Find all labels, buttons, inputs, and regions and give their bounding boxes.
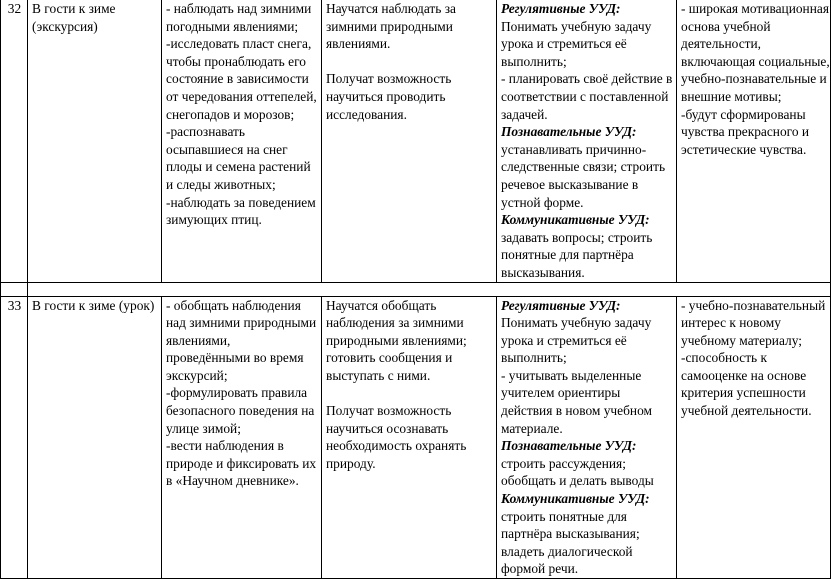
lesson-topic: В гости к зиме (экскурсия) — [28, 0, 162, 282]
personal-line: внешние мотивы; — [681, 88, 782, 104]
goal-item: - наблюдать над зимними погодными явлениями; — [166, 1, 312, 34]
result-learn: Научатся обобщать наблюдения за зимними природными явлениями; готовить сообщения и выступать с ними. — [326, 297, 467, 383]
personal-line: учебному материалу; — [681, 332, 802, 348]
subject-results — [322, 0, 497, 282]
goal-item: - обобщать наблюдения над зимними природными явлениями, проведёнными во время экскурсий; — [166, 297, 317, 383]
communicative-uud-heading: Коммуникативные УУД: — [501, 212, 650, 228]
personal-line: - учебно-познавательный — [681, 297, 826, 313]
personal-line: самооценке на основе — [681, 367, 807, 383]
regulatory-uud-heading: Регулятивные УУД: — [501, 297, 621, 313]
personal-line: учебно-познавательные и — [681, 71, 827, 87]
personal-results — [677, 296, 831, 579]
regulatory-uud-heading: Регулятивные УУД: — [501, 1, 621, 16]
table-row — [1, 296, 831, 579]
communicative-uud-text: задавать вопросы; строить понятные для партнёра высказывания. — [501, 229, 653, 280]
personal-line: эстетические чувства. — [681, 141, 807, 157]
personal-line: критерия успешности — [681, 385, 806, 401]
goal-item: -вести наблюдения в природе и фиксировать их в «Научном дневнике». — [166, 438, 317, 489]
subject-results — [322, 296, 497, 579]
cognitive-uud-heading: Познавательные УУД: — [501, 124, 637, 140]
goal-item: -формулировать правила безопасного поведения на улице зимой; — [166, 385, 315, 436]
lesson-number: 33 — [1, 296, 28, 579]
result-opportunity: Получат возможность научиться проводить исследования. — [326, 71, 452, 122]
cognitive-uud-text: строить рассуждения; обобщать и делать выводы — [501, 455, 654, 489]
uud-cell — [497, 0, 677, 282]
lesson-goals — [162, 296, 322, 579]
spacer-row — [1, 282, 831, 296]
spacer-cell — [28, 282, 831, 296]
goal-item: -исследовать пласт снега, чтобы пронаблюдать его состояние в зависимости от чередования оттепелей, снегопадов и морозов; — [166, 36, 317, 122]
personal-line: чувства прекрасного и — [681, 124, 810, 140]
regulatory-uud-text: Понимать учебную задачу урока и стремиться её выполнить; - учитывать выделенные учителем ориентиры действия в новом учебном материале. — [501, 315, 653, 436]
spacer-cell — [1, 282, 28, 296]
personal-line: учебной деятельности. — [681, 403, 812, 419]
personal-line: деятельности, — [681, 36, 762, 52]
cognitive-uud-heading: Познавательные УУД: — [501, 438, 637, 454]
cognitive-uud-text: устанавливать причинно-следственные связи; строить речевое высказывание в устной форме. — [501, 141, 666, 210]
personal-line: -способность к — [681, 350, 767, 366]
communicative-uud-text: строить понятные для партнёра высказывания; владеть диалогической формой речи. — [501, 508, 640, 577]
personal-line: включающая социальные, — [681, 53, 830, 69]
lesson-topic: В гости к зиме (урок) — [28, 296, 162, 579]
goal-item: -наблюдать за поведением зимующих птиц. — [166, 194, 316, 228]
personal-line: интерес к новому — [681, 315, 781, 331]
regulatory-uud-text: Понимать учебную задачу урока и стремиться её выполнить; - планировать своё действие в соответствии с поставленной задачей. — [501, 18, 673, 122]
personal-line: -будут сформированы — [681, 106, 806, 122]
communicative-uud-heading: Коммуникативные УУД: — [501, 491, 650, 507]
result-opportunity: Получат возможность научиться осознавать необходимость охранять природу. — [326, 403, 467, 471]
goal-item: -распознавать осыпавшиеся на снег плоды и семена растений и следы животных; — [166, 124, 311, 192]
result-learn: Научатся наблюдать за зимними природными явлениями. — [326, 1, 456, 52]
table-row — [1, 0, 831, 282]
uud-cell — [497, 296, 677, 579]
lesson-number: 32 — [1, 0, 28, 282]
lesson-goals — [162, 0, 322, 282]
personal-line: основа учебной — [681, 18, 771, 34]
personal-results — [677, 0, 831, 282]
personal-line: - широкая мотивационная — [681, 1, 829, 16]
